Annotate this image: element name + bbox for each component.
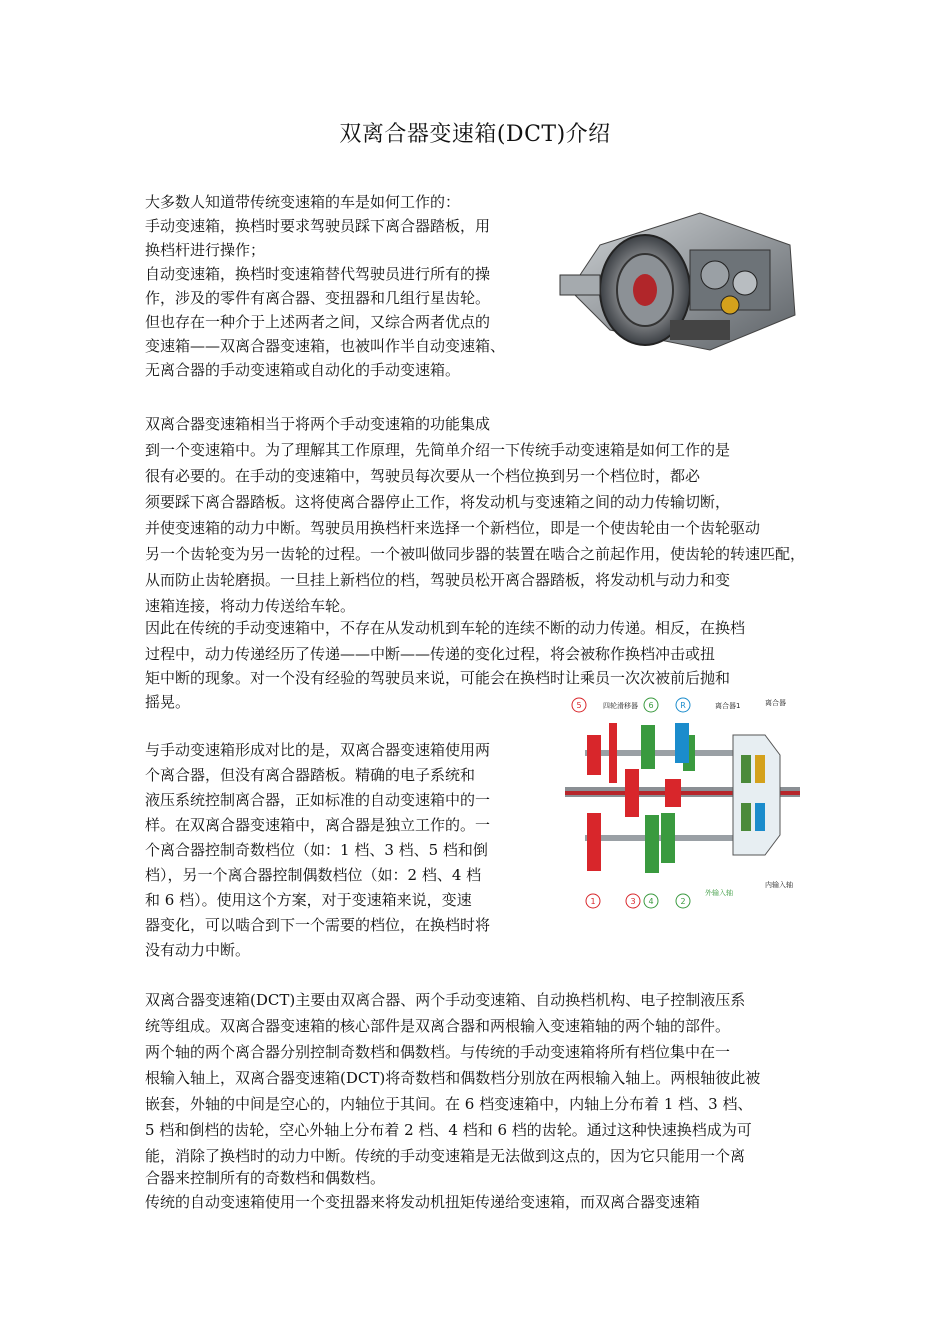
text-line: 嵌套，外轴的中间是空心的，内轴位于其间。在 6 档变速箱中，内轴上分布着 1 档、3 档、 [145, 1095, 753, 1113]
text-line: 矩中断的现象。对一个没有经验的驾驶员来说，可能会在换档时让乘员一次次被前后抛和 [145, 669, 731, 687]
text-line: 自动变速箱，换档时变速箱替代驾驶员进行所有的操 [145, 265, 491, 283]
text-line: 器变化，可以啮合到下一个需要的档位，在换档时将 [145, 916, 491, 934]
label-1: 1 [590, 897, 596, 906]
text-line: 个离合器控制奇数档位（如：1 档、3 档、5 档和倒 [145, 841, 488, 859]
text-line: 作，涉及的零件有离合器、变扭器和几组行星齿轮。 [145, 289, 491, 307]
text-line: 合器来控制所有的奇数档和偶数档。 [145, 1169, 386, 1187]
label-4: 4 [648, 897, 654, 906]
text-line: 与手动变速箱形成对比的是，双离合器变速箱使用两 [145, 741, 491, 759]
text-line: 个离合器，但没有离合器踏板。精确的电子系统和 [145, 766, 476, 784]
label-r: R [680, 701, 686, 710]
text-line: 根输入轴上，双离合器变速箱(DCT)将奇数档和偶数档分别放在两根输入轴上。两根轴彼此被 [145, 1069, 761, 1087]
label-clutch: 离合器 [765, 699, 786, 707]
text-line: 因此在传统的手动变速箱中，不存在从发动机到车轮的连续不断的动力传递。相反，在换档 [145, 619, 746, 637]
text-line: 很有必要的。在手动的变速箱中，驾驶员每次要从一个档位换到另一个档位时，都必 [145, 467, 701, 485]
text-line: 样。在双离合器变速箱中，离合器是独立工作的。一 [145, 816, 491, 834]
label-input: 外输入轴 [705, 889, 733, 897]
label-3: 3 [630, 897, 636, 906]
text-line: 统等组成。双离合器变速箱的核心部件是双离合器和两根输入变速箱轴的两个轴的部件。 [145, 1017, 731, 1035]
label-top-left: 四轮滑移器 [603, 702, 638, 710]
dct-cutaway-image [540, 205, 810, 355]
text-line: 大多数人知道带传统变速箱的车是如何工作的： [145, 193, 461, 211]
text-line: 速箱连接，将动力传送给车轮。 [145, 597, 356, 615]
text-line: 换档杆进行操作； [145, 241, 266, 259]
text-line: 传统的自动变速箱使用一个变扭器来将发动机扭矩传递给变速箱，而双离合器变速箱 [145, 1193, 701, 1211]
text-line: 过程中，动力传递经历了传递——中断——传递的变化过程，将会被称作换档冲击或扭 [145, 645, 716, 663]
text-line: 到一个变速箱中。为了理解其工作原理，先简单介绍一下传统手动变速箱是如何工作的是 [145, 441, 731, 459]
label-6: 6 [648, 701, 654, 710]
text-line: 但也存在一种介于上述两者之间，又综合两者优点的 [145, 313, 491, 331]
text-line: 并使变速箱的动力中断。驾驶员用换档杆来选择一个新档位，即是一个使齿轮由一个齿轮驱动 [145, 519, 761, 537]
text-line: 摇晃。 [145, 693, 191, 711]
label-inner: 内输入轴 [765, 881, 793, 889]
label-top-right: 离合器1 [715, 702, 741, 710]
text-line: 另一个齿轮变为另一齿轮的过程。一个被叫做同步器的装置在啮合之前起作用，使齿轮的转速匹配， [145, 545, 806, 563]
gear-schematic-image [565, 695, 810, 915]
text-line: 手动变速箱，换档时要求驾驶员踩下离合器踏板，用 [145, 217, 491, 235]
text-line: 无离合器的手动变速箱或自动化的手动变速箱。 [145, 361, 461, 379]
text-line: 双离合器变速箱(DCT)主要由双离合器、两个手动变速箱、自动换档机构、电子控制液压系 [145, 991, 746, 1009]
text-line: 须要踩下离合器踏板。这将使离合器停止工作，将发动机与变速箱之间的动力传输切断， [145, 493, 731, 511]
text-line: 没有动力中断。 [145, 941, 251, 959]
text-line: 5 档和倒档的齿轮，空心外轴上分布着 2 档、4 档和 6 档的齿轮。通过这种快速换档成为可 [145, 1121, 752, 1139]
text-line: 档），另一个离合器控制偶数档位（如：2 档、4 档 [145, 866, 482, 884]
label-2: 2 [680, 897, 686, 906]
text-line: 能，消除了换档时的动力中断。传统的手动变速箱是无法做到这点的，因为它只能用一个离 [145, 1147, 746, 1165]
text-line: 和 6 档）。使用这个方案，对于变速箱来说，变速 [145, 891, 472, 909]
text-line: 变速箱——双离合器变速箱，也被叫作半自动变速箱、 [145, 337, 506, 355]
label-5: 5 [576, 701, 582, 710]
text-line: 从而防止齿轮磨损。一旦挂上新档位的档，驾驶员松开离合器踏板，将发动机与动力和变 [145, 571, 731, 589]
page-title: 双离合器变速箱(DCT)介绍 [339, 122, 611, 147]
text-line: 两个轴的两个离合器分别控制奇数档和偶数档。与传统的手动变速箱将所有档位集中在一 [145, 1043, 731, 1061]
text-line: 双离合器变速箱相当于将两个手动变速箱的功能集成 [145, 415, 491, 433]
text-line: 液压系统控制离合器，正如标准的自动变速箱中的一 [145, 791, 491, 809]
